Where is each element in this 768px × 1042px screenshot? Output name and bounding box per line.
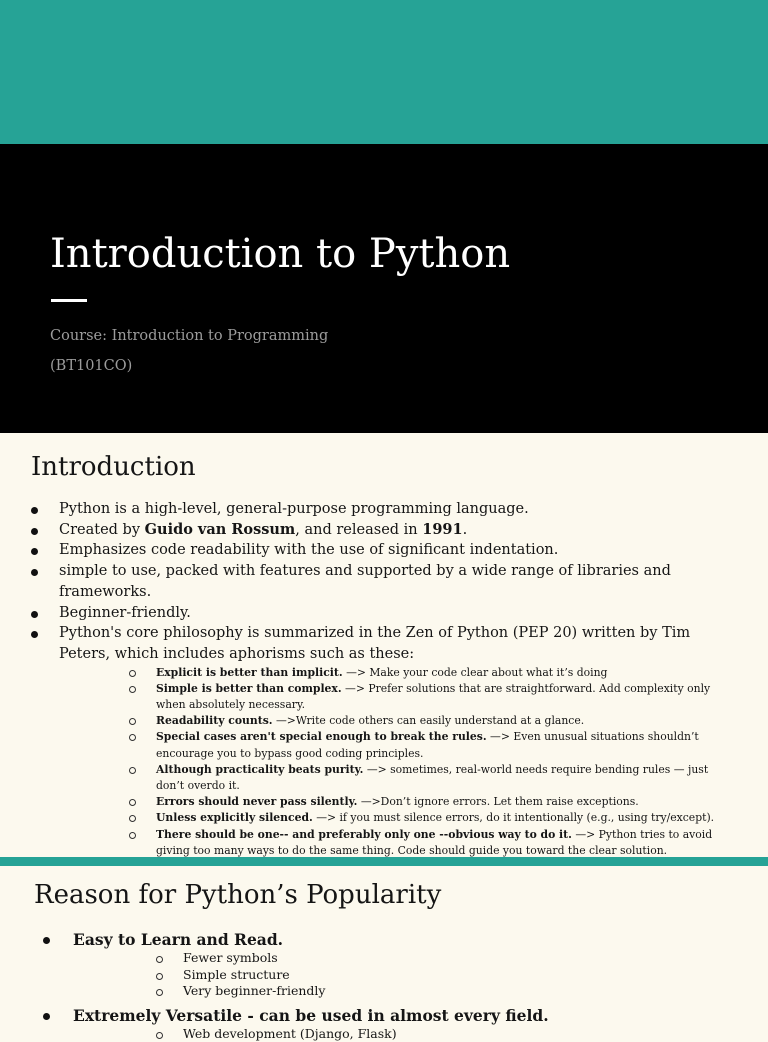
aphorism-title: Errors should never pass silently.: [156, 795, 357, 808]
course-name: Course: Introduction to Programming: [50, 326, 328, 346]
circle-bullet-icon: [129, 799, 136, 806]
list-item: [0, 540, 768, 561]
list-item: [0, 561, 768, 602]
popularity-slide: [0, 866, 768, 1024]
bullet-icon: [31, 548, 38, 555]
bullet-text: simple to use, packed with features and supported by a wide range of libraries and frameworks.: [59, 563, 671, 600]
release-year: 1991: [422, 521, 462, 538]
circle-bullet-icon: [129, 734, 136, 741]
popularity-reason-list: [0, 930, 768, 1042]
reason-point: Web development (Django, Flask): [183, 1026, 397, 1041]
circle-bullet-icon: [156, 989, 163, 996]
bullet-icon: [31, 569, 38, 576]
bullet-icon: [31, 631, 38, 638]
circle-bullet-icon: [156, 1032, 163, 1039]
aphorism-title: Special cases aren't special enough to break the rules.: [156, 730, 487, 743]
list-item: [59, 794, 738, 810]
bullet-icon: [31, 507, 38, 514]
list-item: [0, 603, 768, 624]
list-item: [59, 681, 738, 713]
title-slide: [0, 0, 768, 433]
list-item: [0, 499, 768, 520]
circle-bullet-icon: [129, 686, 136, 693]
bullet-text: Python is a high-level, general-purpose programming language.: [59, 501, 529, 517]
bullet-text: , and released in: [295, 522, 422, 538]
aphorism-explanation: —>Write code others can easily understand at a glance.: [273, 714, 585, 727]
aphorism-title: Explicit is better than implicit.: [156, 666, 343, 679]
list-item: [59, 762, 738, 794]
aphorism-explanation: —>Don’t ignore errors. Let them raise exceptions.: [357, 795, 638, 808]
aphorism-explanation: —> Python tries to avoid giving too many ways to do the same thing. Code should guide you toward the clear solution.: [156, 828, 712, 857]
list-item: [0, 520, 768, 541]
reason-points: [73, 950, 768, 1000]
aphorism-explanation: —> Prefer solutions that are straightforward. Add complexity only when absolutely necessary.: [156, 682, 710, 711]
bullet-text: Created by: [59, 522, 145, 538]
bullet-icon: [31, 611, 38, 618]
aphorism-explanation: —> sometimes, real-world needs require bending rules — just don’t overdo it.: [156, 763, 708, 792]
list-item: [73, 983, 768, 1000]
section-heading: Reason for Python’s Popularity: [34, 878, 441, 912]
reason-point: Very beginner-friendly: [183, 983, 326, 998]
bullet-text: Emphasizes code readability with the use of significant indentation.: [59, 542, 558, 558]
circle-bullet-icon: [129, 718, 136, 725]
aphorism-title: Readability counts.: [156, 714, 273, 727]
aphorism-explanation: —> if you must silence errors, do it intentionally (e.g., using try/except).: [313, 811, 714, 824]
circle-bullet-icon: [129, 815, 136, 822]
circle-bullet-icon: [129, 832, 136, 839]
list-item: [59, 729, 738, 761]
reason-title: Extremely Versatile - can be used in almost every field.: [73, 1006, 549, 1025]
intro-bullet-list: [0, 499, 768, 859]
list-item: [59, 713, 738, 729]
aphorism-explanation: —> Make your code clear about what it’s doing: [343, 666, 608, 679]
reason-title: Easy to Learn and Read.: [73, 930, 283, 949]
circle-bullet-icon: [156, 973, 163, 980]
introduction-slide: [0, 433, 768, 857]
aphorism-explanation: —> Even unusual situations shouldn’t encourage you to bypass good coding principles.: [156, 730, 699, 759]
reason-point: Fewer symbols: [183, 950, 278, 965]
section-heading: Introduction: [31, 450, 196, 484]
circle-bullet-icon: [129, 670, 136, 677]
list-item: [73, 967, 768, 984]
title-underline: [51, 299, 87, 302]
aphorism-title: There should be one-- and preferably only one --obvious way to do it.: [156, 828, 572, 841]
bullet-icon: [43, 937, 50, 944]
list-item: [73, 1026, 768, 1042]
reason-points: [73, 1026, 768, 1042]
aphorism-title: Simple is better than complex.: [156, 682, 342, 695]
list-item: [0, 623, 768, 859]
creator-name: Guido van Rossum: [145, 521, 296, 538]
list-item: [59, 665, 738, 681]
list-item: [0, 930, 768, 1000]
list-item: [73, 950, 768, 967]
aphorism-title: Unless explicitly silenced.: [156, 811, 313, 824]
aphorism-title: Although practicality beats purity.: [156, 763, 363, 776]
bullet-text: Python's core philosophy is summarized in the Zen of Python (PEP 20) written by Tim Peters, which includes aphorisms such as these:: [59, 625, 690, 662]
zen-aphorism-list: [59, 665, 738, 859]
accent-band: [0, 0, 768, 144]
list-item: [0, 1006, 768, 1042]
circle-bullet-icon: [129, 767, 136, 774]
slide-divider: [0, 857, 768, 866]
slide-title: Introduction to Python: [50, 228, 510, 280]
list-item: [59, 810, 738, 826]
course-code: (BT101CO): [50, 356, 132, 376]
bullet-text: .: [463, 522, 468, 538]
circle-bullet-icon: [156, 956, 163, 963]
bullet-icon: [43, 1013, 50, 1020]
reason-point: Simple structure: [183, 967, 290, 982]
bullet-icon: [31, 528, 38, 535]
bullet-text: Beginner-friendly.: [59, 605, 191, 621]
list-item: [59, 827, 738, 859]
